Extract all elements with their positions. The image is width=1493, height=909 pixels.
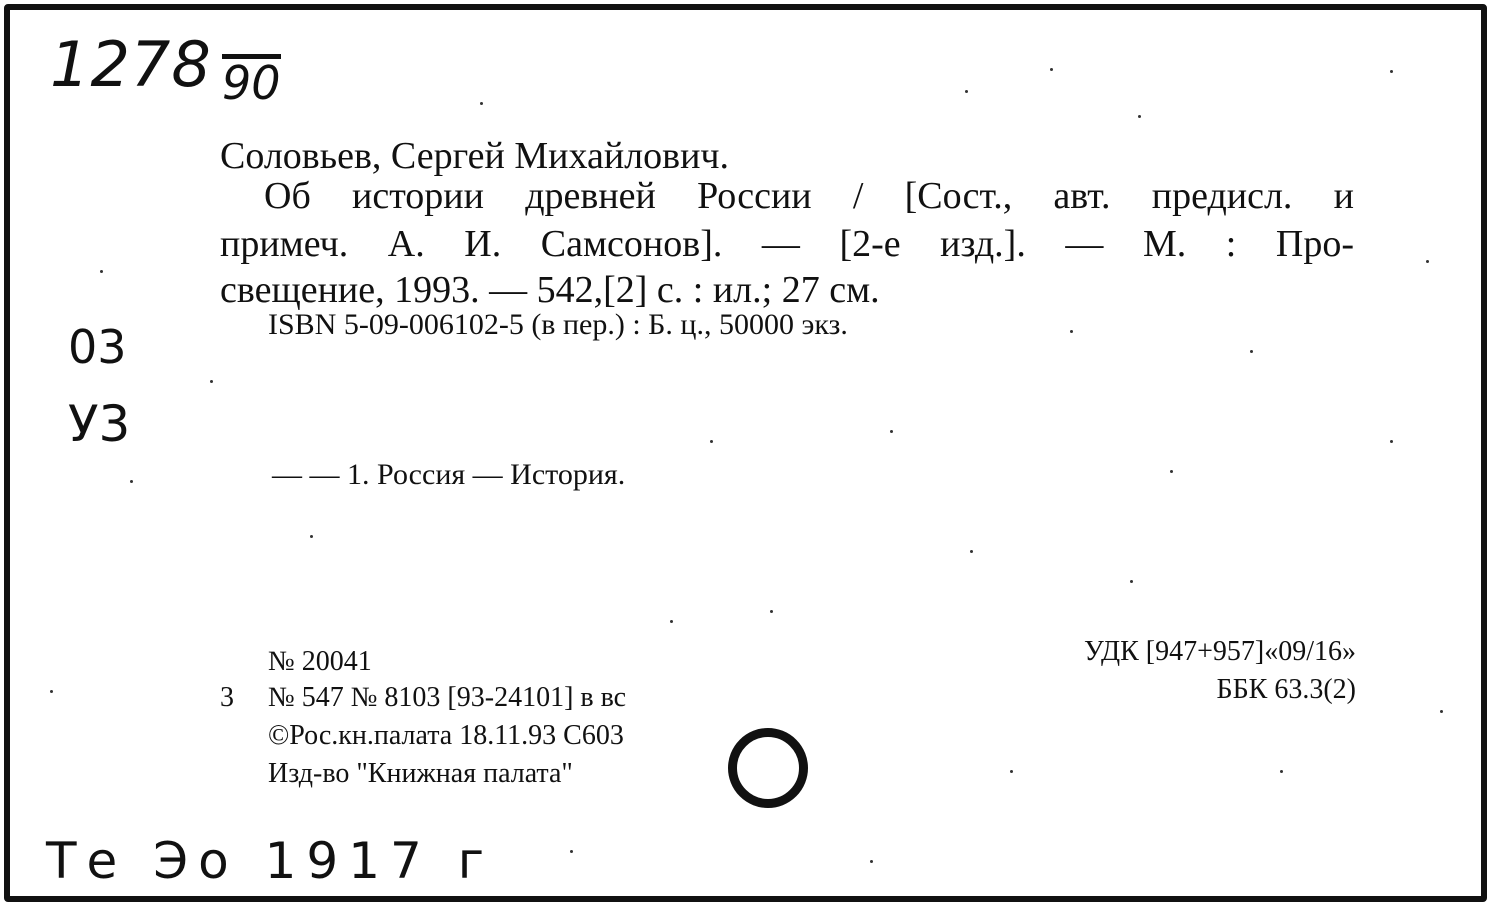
handwritten-call-number-sub: 90 xyxy=(222,56,281,110)
title-line-3: свещение, 1993. — 542,[2] с. : ил.; 27 см. xyxy=(220,269,880,311)
scan-speck xyxy=(1390,70,1393,73)
scan-speck xyxy=(770,610,773,613)
scan-speck xyxy=(50,690,53,693)
scan-speck xyxy=(1010,770,1013,773)
registration-number: № 20041 xyxy=(268,646,372,677)
scan-speck xyxy=(100,270,103,273)
card-punch-hole xyxy=(728,728,808,808)
scan-speck xyxy=(1170,470,1173,473)
scan-speck xyxy=(1440,710,1443,713)
bbk-code: ББК 63.3(2) xyxy=(1216,674,1356,705)
scan-speck xyxy=(710,440,713,443)
handwritten-margin-mark-2: У3 xyxy=(68,395,131,453)
row-text: № 547 № 8103 [93-24101] в вс xyxy=(268,682,627,713)
scan-speck xyxy=(210,380,213,383)
scan-speck xyxy=(480,102,483,105)
scan-speck xyxy=(1280,770,1283,773)
scan-speck xyxy=(970,550,973,553)
scan-speck xyxy=(890,430,893,433)
card-number-row xyxy=(220,680,626,716)
scan-speck xyxy=(1426,260,1429,263)
subject-heading: — — 1. Россия — История. xyxy=(272,458,626,491)
scan-speck xyxy=(570,850,573,853)
scan-speck xyxy=(1138,115,1141,118)
handwritten-bottom-note: Те Эо 1917 г xyxy=(46,832,495,890)
scan-speck xyxy=(965,90,968,93)
handwritten-margin-mark-1: 03 xyxy=(68,320,127,374)
scan-speck xyxy=(1050,68,1053,71)
udk-code: УДК [947+957]«09/16» xyxy=(1084,636,1356,667)
scan-speck xyxy=(1130,580,1133,583)
title-line-1: Об истории древней России / [Сост., авт. предисл. и xyxy=(264,175,1354,217)
scan-speck xyxy=(130,480,133,483)
handwritten-call-number: 1278 xyxy=(50,28,212,101)
copyright-line: ©Рос.кн.палата 18.11.93 С603 xyxy=(268,720,624,751)
publisher-line: Изд-во "Книжная палата" xyxy=(268,758,573,789)
author-heading: Соловьев, Сергей Михайлович. xyxy=(220,135,730,177)
isbn-line: ISBN 5-09-006102-5 (в пер.) : Б. ц., 50000 экз. xyxy=(268,308,848,341)
scan-speck xyxy=(670,620,673,623)
scan-speck xyxy=(1070,330,1073,333)
row-lead-number: 3 xyxy=(220,682,234,713)
title-line-2: примеч. А. И. Самсонов]. — [2-е изд.]. — М. : Про- xyxy=(220,223,1354,265)
scan-speck xyxy=(1390,440,1393,443)
scan-speck xyxy=(1250,350,1253,353)
catalog-card xyxy=(4,4,1487,902)
scan-speck xyxy=(310,535,313,538)
scan-speck xyxy=(870,860,873,863)
